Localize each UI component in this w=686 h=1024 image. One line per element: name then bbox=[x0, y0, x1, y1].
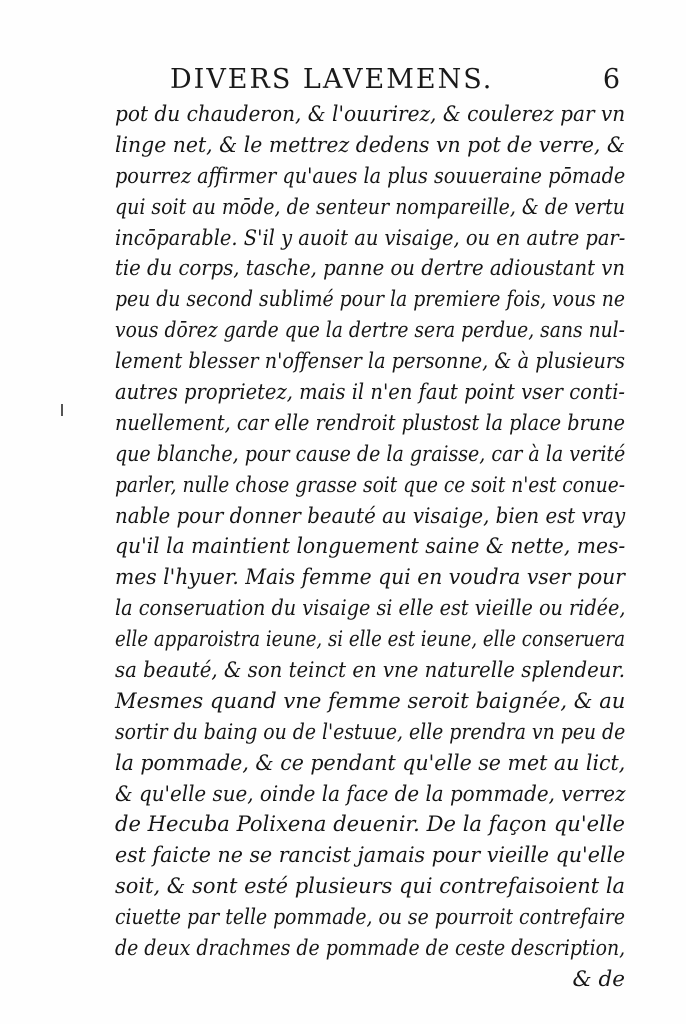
text-line: de Hecuba Polixena deuenir. De la façon qu'elle bbox=[115, 812, 626, 838]
margin-mark bbox=[61, 404, 63, 416]
text-line: que blanche, pour cause de la graisse, car à la verité bbox=[115, 441, 626, 467]
text-line: de deux drachmes de pommade de ceste description, bbox=[115, 936, 626, 962]
text-line: la pommade, & ce pendant qu'elle se met au lict, bbox=[115, 750, 626, 776]
text-line: nuellement, car elle rendroit plustost la place brune bbox=[115, 410, 625, 436]
text-line: Mesmes quand vne femme seroit baignée, & au bbox=[115, 688, 626, 714]
text-line: parler, nulle chose grasse soit que ce soit n'est conue- bbox=[115, 472, 626, 498]
text-line: incōparable. S'il y auoit au visaige, ou en autre par- bbox=[115, 225, 626, 251]
text-line: tie du corps, tasche, panne ou dertre adioustant vn bbox=[115, 256, 625, 282]
text-line: pourrez affirmer qu'aues la plus souueraine pōmade bbox=[115, 163, 626, 189]
text-line: autres proprietez, mais il n'en faut point vser conti- bbox=[115, 380, 626, 406]
text-line: mes l'hyuer. Mais femme qui en voudra vser pour bbox=[115, 565, 625, 591]
text-line: vous dōrez garde que la dertre sera perdue, sans nul- bbox=[115, 318, 625, 344]
body-text bbox=[115, 100, 625, 996]
page-number: 6 bbox=[602, 64, 620, 95]
text-line: la conseruation du visaige si elle est vieille ou ridée, bbox=[115, 596, 626, 622]
text-line: est faicte ne se rancist jamais pour vieille qu'elle bbox=[115, 843, 626, 869]
text-line: pot du chauderon, & l'ouurirez, & coulerez par vn bbox=[115, 102, 626, 127]
text-line: soit, & sont esté plusieurs qui contrefaisoient la bbox=[115, 874, 626, 900]
text-line: qui soit au mōde, de senteur nompareille, & de vertu bbox=[115, 194, 625, 220]
catchword: & de bbox=[572, 966, 625, 992]
text-line: ciuette par telle pommade, ou se pourroit contrefaire bbox=[115, 905, 626, 931]
running-title: DIVERS LAVEMENS. bbox=[170, 64, 494, 95]
text-line: peu du second sublimé pour la premiere fois, vous ne bbox=[115, 287, 626, 313]
text-line: linge net, & le mettrez dedens vn pot de verre, & bbox=[115, 132, 626, 158]
running-head bbox=[170, 60, 620, 100]
text-line: qu'il la maintient longuement saine & nette, mes- bbox=[115, 534, 626, 560]
text-line: elle apparoistra ieune, si elle est ieune, elle conseruera bbox=[115, 627, 626, 653]
text-line: sortir du baing ou de l'estuue, elle prendra vn peu de bbox=[115, 719, 626, 745]
text-line: nable pour donner beauté au visaige, bien est vray bbox=[115, 503, 626, 529]
text-line: & qu'elle sue, oinde la face de la pommade, verrez bbox=[115, 781, 626, 807]
text-line: sa beauté, & son teinct en vne naturelle splendeur. bbox=[115, 658, 625, 684]
text-line: lement blesser n'offenser la personne, & à plusieurs bbox=[115, 349, 625, 375]
